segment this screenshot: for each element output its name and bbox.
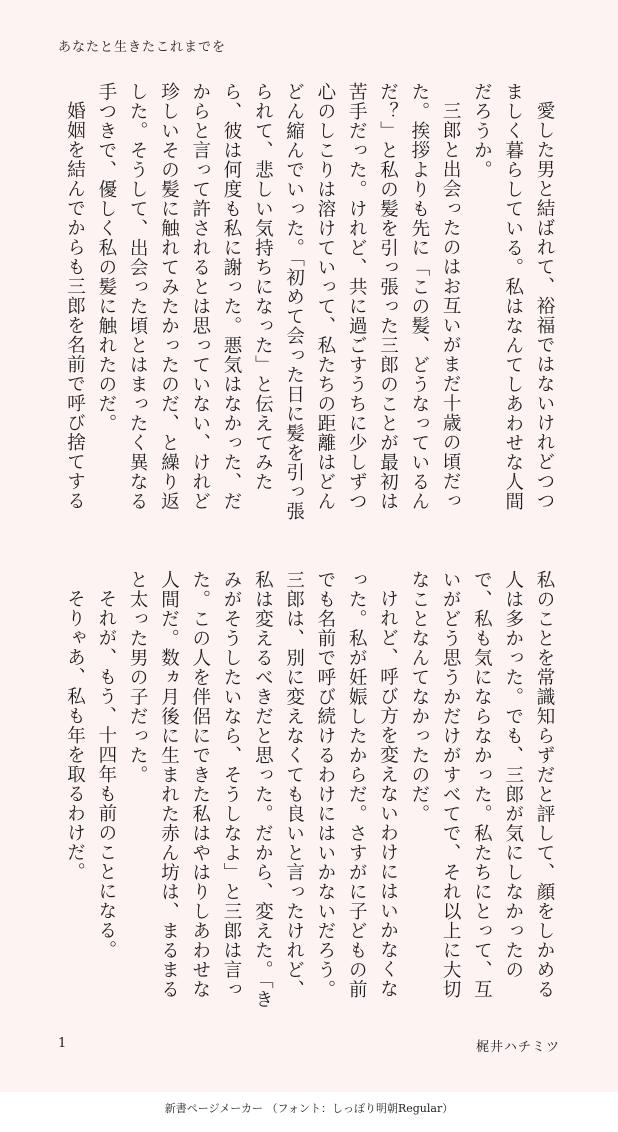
- paragraph: 三郎と出会ったのはお互いがまだ十歳の頃だった。挨拶よりも先に「この髪、どうなっているんだ？」と私の髪を引っ張った三郎のことが最初は苦手だった。けれど、共に過ごすうちに少しずつ心のしこりは溶けていって、私たちの距離はどんどん縮んでいった。「初めて会った日に髪を引っ張られて、悲しい気持ちになった」と伝えてみたら、彼は何度も私に謝った。悪気はなかった、だからと言って許されるとは思っていない、けれど珍しいその髪に触れてみたかったのだ、と繰り返した。そうして、出会った頃とはまったく異なる手つきで、優しく私の髪に触れたのだ。: [95, 82, 462, 522]
- page-number: 1: [58, 1036, 67, 1051]
- upper-text-column: [0, 82, 560, 522]
- paragraph: 私のことを常識知らずだと評して、顔をしかめる人は多かった。でも、三郎が気にしなかったので、私も気にならなかった。私たちにとって、互いがどう思うかだけがすべてで、それ以上に大切なことなんてなかったのだ。: [408, 570, 555, 999]
- paragraph: それが、もう、十四年も前のことになる。: [95, 588, 117, 959]
- running-head-title: あなたと生きたこれまでを: [58, 40, 227, 55]
- paragraph: 婚姻を結んでからも三郎を名前で呼び捨てする: [64, 100, 86, 510]
- lower-text-column: [0, 570, 560, 1010]
- author-name: 梶井ハチミツ: [475, 1040, 560, 1055]
- paragraph: 愛した男と結ばれて、裕福ではないけれどつつましく暮らしている。私はなんてしあわせな人間だろうか。: [471, 82, 555, 511]
- paragraph: そりゃあ、私も年を取るわけだ。: [64, 588, 86, 881]
- generator-credit: 新書ページメーカー （フォント：しっぽり明朝Regular）: [164, 1102, 454, 1115]
- paragraph: けれど、呼び方を変えないわけにはいかなくなった。私が妊娠したからだ。さすがに子どもの前でも名前で呼び続けるわけにはいかないだろう。三郎は、別に変えなくても良いと言ったけれど、私は変えるべきだと思った。だから、変えた。「きみがそうしたいなら、そうしなよ」と三郎は言った。この人を伴侶にできた私はやはりしあわせな人間だ。数ヵ月後に生まれた赤ん坊は、まるまると太った男の子だった。: [127, 570, 399, 1010]
